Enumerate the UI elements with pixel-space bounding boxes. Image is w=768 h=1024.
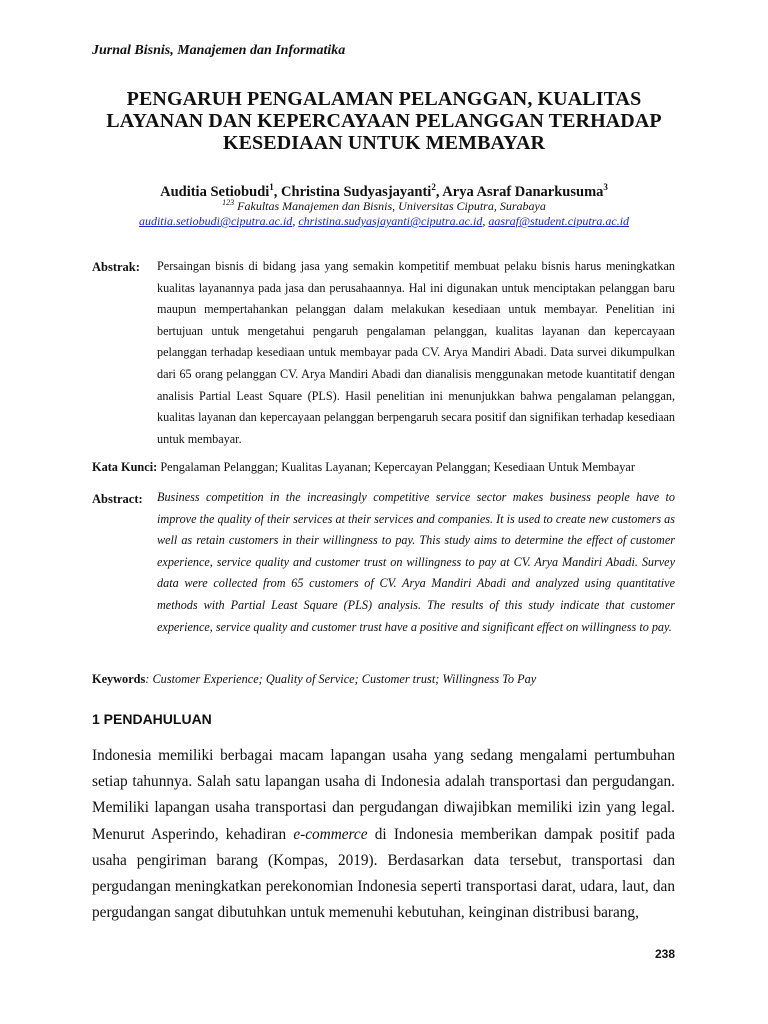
body-text-part: di Indonesia memberikan dampak positif pada usaha pengiriman barang (Kompas, 2019). Berdasarkan data tersebut, transportasi dan pergudangan meningkatkan perekonomian Indonesia seperti transportasi darat, udara, laut, dan pergudangan sangat dibutuhkan untuk memenuhi kebutuhan, keinginan distribusi barang,	[92, 825, 675, 922]
kata-kunci-label: Kata Kunci:	[92, 460, 158, 474]
email-link[interactable]: aasraf@student.ciputra.ac.id	[488, 214, 630, 228]
page-number: 238	[654, 947, 675, 961]
email-link[interactable]: christina.sudyasjayanti@ciputra.ac.id	[298, 214, 483, 228]
affiliation-superscript: 123	[222, 198, 235, 207]
author-name: Auditia Setiobudi	[160, 183, 270, 200]
author-superscript: 1	[269, 182, 274, 192]
title-line: PENGARUH PENGALAMAN PELANGGAN, KUALITAS	[126, 88, 642, 110]
abstract-text: Business competition in the increasingly competitive service sector makes business people have to improve the quality of their services at their services and companies. It is used to create new customers as well as retain customers in their willingness to pay. This study aims to determine the effect of customer experience, service quality and customer trust on willingness to pay at CV. Arya Mandiri Abadi. Survey data were collected from 65 customers of CV. Arya Mandiri Abadi and analyzed using quantitative methods with Partial Least Square (PLS) analysis. The results of this study indicate that customer experience, service quality and customer trust have a positive and significant effect on willingness to pay.	[157, 490, 675, 634]
email-separator: ,	[292, 214, 299, 228]
body-paragraph	[92, 743, 675, 926]
title-line: LAYANAN DAN KEPERCAYAAN PELANGGAN TERHADAP	[106, 110, 662, 132]
title-line: KESEDIAAN UNTUK MEMBAYAR	[222, 132, 546, 154]
abstract-label: Abstract:	[92, 492, 143, 506]
paper-title	[70, 88, 698, 154]
abstrak-label: Abstrak:	[92, 260, 140, 274]
kata-kunci-text: Pengalaman Pelanggan; Kualitas Layanan; Kepercayan Pelanggan; Kesediaan Untuk Membayar	[157, 460, 635, 474]
abstrak-text: Persaingan bisnis di bidang jasa yang semakin kompetitif membuat pelaku bisnis harus meningkatkan kualitas layanannya pada jasa dan perusahaannya. Hal ini digunakan untuk menciptakan pelanggan baru maupun mempertahankan pelanggan dalam melakukan kesediaan untuk membayar. Penelitian ini bertujuan untuk mengetahui pengaruh pengalaman pelanggan, kualitas layanan dan kepercayaan pelanggan terhadap kesediaan untuk membayar pada CV. Arya Mandiri Abadi. Data survei dikumpulkan dari 65 orang pelanggan CV. Arya Mandiri Abadi dan dianalisis menggunakan metode kuantitatif dengan analisis Partial Least Square (PLS). Hasil penelitian ini menunjukkan bahwa pengalaman pelanggan, kualitas layanan dan kepercayaan pelanggan berpengaruh secara positif dan signifikan terhadap kesediaan untuk membayar.	[157, 259, 675, 446]
email-separator: ,	[482, 214, 489, 228]
keywords	[92, 672, 682, 687]
keywords-label: Keywords	[92, 672, 146, 686]
affiliation-text: Fakultas Manajemen dan Bisnis, Universitas Ciputra, Surabaya	[234, 199, 546, 213]
email-link[interactable]: auditia.setiobudi@ciputra.ac.id	[138, 214, 293, 228]
email-list	[60, 214, 708, 229]
author-separator: ,	[273, 183, 282, 200]
body-emphasis: e-commerce	[293, 825, 368, 843]
affiliation	[60, 198, 708, 214]
kata-kunci	[92, 460, 682, 475]
keywords-text: : Customer Experience; Quality of Service; Customer trust; Willingness To Pay	[145, 672, 537, 686]
author-name: Arya Asraf Danarkusuma	[442, 183, 604, 200]
author-superscript: 2	[431, 182, 436, 192]
body-text-part: Indonesia memiliki berbagai macam lapangan usaha yang sedang mengalami pertumbuhan setiap tahunnya. Salah satu lapangan usaha di Indonesia adalah transportasi dan pergudangan. Memiliki lapangan usaha transportasi dan pergudangan diwajibkan memiliki izin yang legal. Menurut Asperindo, kehadiran	[92, 747, 675, 843]
section-heading: 1 PENDAHULUAN	[92, 711, 212, 727]
journal-name: Jurnal Bisnis, Manajemen dan Informatika	[92, 43, 346, 58]
author-separator: ,	[435, 183, 443, 200]
author-superscript: 3	[603, 182, 608, 192]
author-name: Christina Sudyasjayanti	[281, 183, 432, 200]
